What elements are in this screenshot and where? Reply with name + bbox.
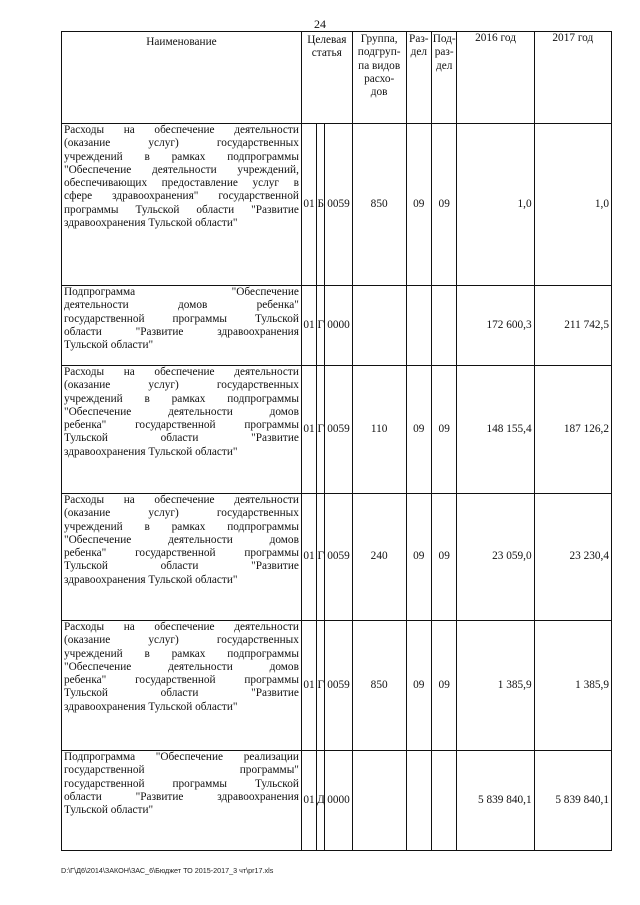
name-line: деятельности домов ребенка" [64, 299, 299, 312]
section: 09 [406, 366, 431, 494]
subsection: 09 [432, 621, 457, 751]
row-name [62, 124, 302, 286]
name-line: здравоохранения Тульской области" [64, 573, 238, 586]
table-row [62, 751, 612, 851]
target-subprogram: Д [317, 751, 325, 851]
expense-group: 850 [352, 621, 406, 751]
name-line: "Обеспечение деятельности домов [64, 660, 299, 673]
name-line: здравоохранения Тульской области" [64, 217, 238, 230]
subsection-line: раз- [434, 46, 454, 59]
target-subprogram: Б [317, 124, 325, 286]
row-name [62, 494, 302, 621]
group-line: расхо- [364, 72, 395, 85]
page-number: 24 [314, 17, 326, 31]
col-name-header: Наименование [62, 32, 302, 124]
name-line: сфере здравоохранения" государственной [64, 190, 299, 203]
name-line: Подпрограмма "Обеспечение [64, 286, 299, 298]
group-line: па видов [358, 59, 401, 72]
value-2016: 1 385,9 [457, 621, 534, 751]
target-program: 01 [301, 494, 316, 621]
value-2016: 23 059,0 [457, 494, 534, 621]
subsection [432, 751, 457, 851]
target-direction: 0059 [325, 621, 352, 751]
table-row [62, 494, 612, 621]
name-line: государственной программы Тульской [64, 777, 299, 790]
name-line: ребенка" государственной программы [64, 674, 299, 687]
name-line: "Обеспечение деятельности учреждений, [64, 163, 299, 176]
section [406, 286, 431, 366]
name-line: Расходы на обеспечение деятельности [64, 494, 299, 506]
expense-group: 240 [352, 494, 406, 621]
value-2017: 1 385,9 [534, 621, 611, 751]
col-target-header [301, 32, 352, 124]
name-line: (оказание услуг) государственных [64, 634, 299, 647]
section [406, 751, 431, 851]
target-subprogram: Г [317, 621, 325, 751]
name-line: учреждений в рамках подпрограммы [64, 520, 299, 533]
value-2017: 211 742,5 [534, 286, 611, 366]
expense-group: 850 [352, 124, 406, 286]
value-2016: 172 600,3 [457, 286, 534, 366]
subsection-line: Под- [432, 33, 456, 45]
group-line: дов [370, 86, 388, 99]
name-line: Тульской области "Развитие [64, 687, 299, 700]
expense-group: 110 [352, 366, 406, 494]
name-line: "Обеспечение деятельности домов [64, 533, 299, 546]
target-direction: 0059 [325, 494, 352, 621]
value-2016: 5 839 840,1 [457, 751, 534, 851]
name-line: Расходы на обеспечение деятельности [64, 124, 299, 136]
subsection: 09 [432, 366, 457, 494]
col-subsection-header [432, 32, 457, 124]
value-2017: 23 230,4 [534, 494, 611, 621]
value-2017: 187 126,2 [534, 366, 611, 494]
name-line: здравоохранения Тульской области" [64, 445, 238, 458]
table-row [62, 621, 612, 751]
name-line: области "Развитие здравоохранения [64, 325, 299, 338]
target-direction: 0059 [325, 124, 352, 286]
target-subprogram: Г [317, 494, 325, 621]
value-2017: 5 839 840,1 [534, 751, 611, 851]
target-program: 01 [301, 286, 316, 366]
section: 09 [406, 494, 431, 621]
name-line: (оказание услуг) государственных [64, 379, 299, 392]
col-group-header [352, 32, 406, 124]
table-row [62, 124, 612, 286]
col-2017-header: 2017 год [534, 32, 611, 124]
row-name [62, 751, 302, 851]
target-line-1: Целевая [307, 34, 347, 46]
target-program: 01 [301, 366, 316, 494]
name-line: Расходы на обеспечение деятельности [64, 621, 299, 633]
row-name [62, 621, 302, 751]
name-line: обеспечивающих предоставление услуг в [64, 177, 299, 190]
section-line: дел [410, 46, 427, 59]
name-line: (оказание услуг) государственных [64, 137, 299, 150]
name-line: учреждений в рамках подпрограммы [64, 150, 299, 163]
table-row [62, 286, 612, 366]
expense-group [352, 751, 406, 851]
name-line: (оказание услуг) государственных [64, 507, 299, 520]
table-row [62, 366, 612, 494]
subsection: 09 [432, 124, 457, 286]
target-program: 01 [301, 751, 316, 851]
section: 09 [406, 621, 431, 751]
target-program: 01 [301, 621, 316, 751]
name-line: ребенка" государственной программы [64, 419, 299, 432]
subsection-line: дел [436, 59, 453, 72]
name-line: здравоохранения Тульской области" [64, 700, 238, 713]
group-line: Группа, [360, 33, 398, 45]
target-line-2: статья [311, 47, 342, 60]
row-name [62, 366, 302, 494]
group-line: подгруп- [357, 46, 401, 59]
col-2016-header: 2016 год [457, 32, 534, 124]
section-line: Раз- [409, 33, 429, 45]
value-2017: 1,0 [534, 124, 611, 286]
budget-table [61, 31, 612, 851]
subsection [432, 286, 457, 366]
name-line: учреждений в рамках подпрограммы [64, 647, 299, 660]
value-2016: 148 155,4 [457, 366, 534, 494]
name-line: Подпрограмма "Обеспечение реализации [64, 751, 299, 763]
row-name [62, 286, 302, 366]
expense-group [352, 286, 406, 366]
name-line: Тульской области "Развитие [64, 432, 299, 445]
name-line: Тульской области" [64, 804, 154, 817]
target-subprogram: Г [317, 366, 325, 494]
file-path-footer: D:\Г\Д6\2014\ЗАКОН\ЗАС_6\Бюджет ТО 2015-2017_3 чт\pr17.xls [61, 866, 274, 875]
name-line: ребенка" государственной программы [64, 547, 299, 560]
target-subprogram: Г [317, 286, 325, 366]
name-line: области "Развитие здравоохранения [64, 790, 299, 803]
name-line: государственной программы Тульской [64, 312, 299, 325]
subsection: 09 [432, 494, 457, 621]
col-section-header [406, 32, 431, 124]
name-line: Тульской области "Развитие [64, 560, 299, 573]
target-program: 01 [301, 124, 316, 286]
target-direction: 0000 [325, 286, 352, 366]
name-line: государственной программы" [64, 764, 299, 777]
section: 09 [406, 124, 431, 286]
name-line: учреждений в рамках подпрограммы [64, 392, 299, 405]
table-header [62, 32, 612, 124]
value-2016: 1,0 [457, 124, 534, 286]
name-line: Расходы на обеспечение деятельности [64, 366, 299, 378]
target-direction: 0059 [325, 366, 352, 494]
target-direction: 0000 [325, 751, 352, 851]
name-line: программы Тульской области "Развитие [64, 203, 299, 216]
name-line: Тульской области" [64, 339, 154, 352]
name-line: "Обеспечение деятельности домов [64, 405, 299, 418]
